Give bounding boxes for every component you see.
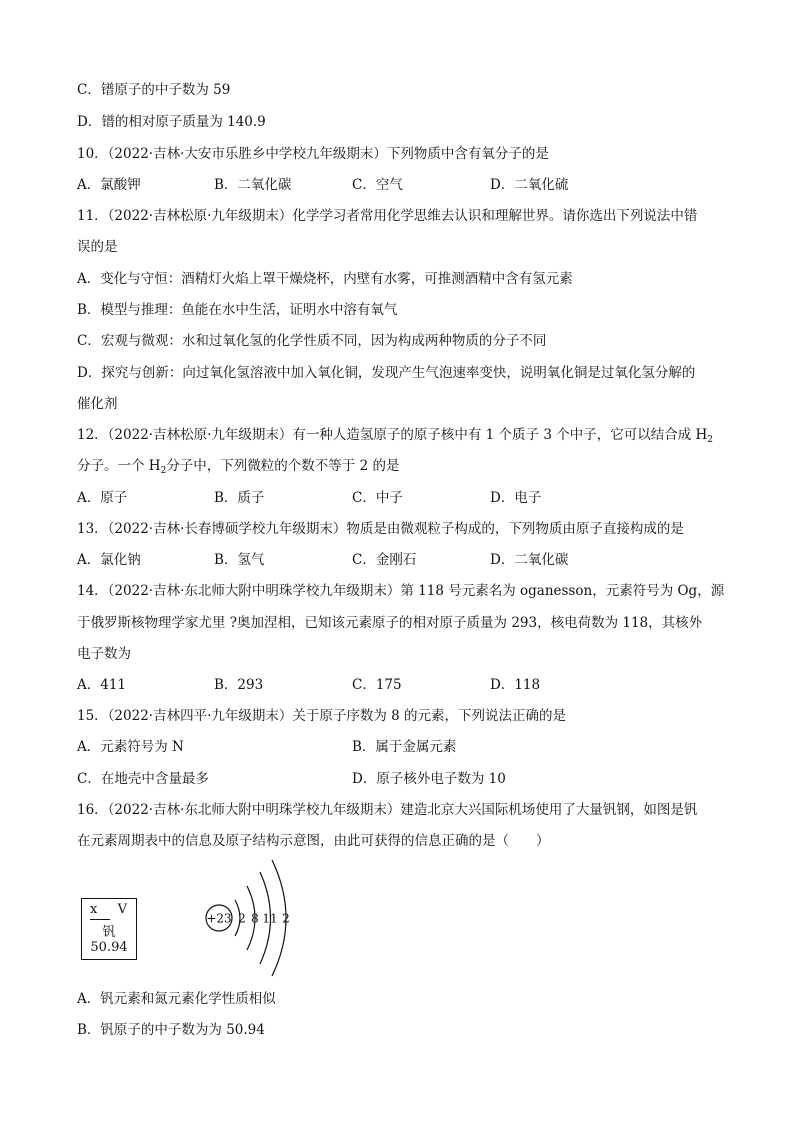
- q10-option-c: C．空气: [352, 177, 403, 193]
- q9-option-d: D．镨的相对原子质量为 140.9: [77, 114, 266, 130]
- q16-option-b: B．钒原子的中子数为为 50.94: [77, 1022, 265, 1038]
- element-symbol: V: [117, 902, 127, 917]
- question-11-line2: 误的是: [77, 239, 118, 255]
- q12-option-a: A．原子: [77, 490, 128, 506]
- q13-option-c: C．金刚石: [352, 552, 417, 568]
- q11-option-c: C．宏观与微观：水和过氧化氢的化学性质不同，因为构成两种物质的分子不同: [77, 333, 547, 349]
- q11-option-d-line1: D．探究与创新：向过氧化氢溶液中加入氧化铜，发现产生气泡速率变快，说明氧化铜是过氧化氢分解的: [77, 365, 696, 381]
- q12-option-b: B．质子: [214, 490, 265, 506]
- q11-option-a: A．变化与守恒：酒精灯火焰上罩干燥烧杯，内壁有水雾，可推测酒精中含有氢元素: [77, 271, 573, 287]
- q14-option-c: C．175: [352, 677, 402, 693]
- q12-line1-text: 12．（2022·吉林松原·九年级期末）有一种人造氢原子的原子核中有 1 个质子 3 个中子，它可以结合成 H: [77, 427, 708, 443]
- shell-3-electrons: 11: [262, 911, 278, 926]
- question-14-line2: 于俄罗斯核物理学家尤里 ?奥加涅相，已知该元素原子的相对原子质量为 293，核电荷数为 118，其核外: [77, 615, 703, 631]
- q10-option-b: B．二氧化碳: [214, 177, 292, 193]
- q13-option-a: A．氯化钠: [77, 552, 141, 568]
- question-14-line3: 电子数为: [77, 646, 131, 662]
- question-11-line1: 11．（2022·吉林松原·九年级期末）化学学习者常用化学思维去认识和理解世界。请你选出下列说法中错: [77, 208, 698, 224]
- periodic-table-cell: [81, 898, 137, 960]
- question-12-line1: [77, 426, 713, 444]
- q11-option-b: B．模型与推理：鱼能在水中生活，证明水中溶有氧气: [77, 302, 398, 318]
- question-16-line1: 16．（2022·吉林·东北师大附中明珠学校九年级期末）建造北京大兴国际机场使用了大量钒钢，如图是钒: [77, 802, 698, 818]
- q15-option-d: D．原子核外电子数为 10: [352, 771, 506, 787]
- q12-line2-text-post: 分子中，下列微粒的个数不等于 2 的是: [166, 458, 400, 474]
- question-12-line2: [77, 457, 399, 475]
- q16-option-a: A．钒元素和氮元素化学性质相似: [77, 991, 276, 1007]
- atomic-mass: 50.94: [90, 940, 128, 955]
- q13-option-d: D．二氧化碳: [490, 552, 569, 568]
- q12-option-c: C．中子: [352, 490, 403, 506]
- q10-option-a: A．氯酸钾: [77, 177, 141, 193]
- atom-structure-diagram: [195, 858, 305, 978]
- question-13: 13．（2022·吉林·长春博硕学校九年级期末）物质是由微观粒子构成的，下列物质由原子直接构成的是: [77, 521, 684, 537]
- question-14-line1: 14．（2022·吉林·东北师大附中明珠学校九年级期末）第 118 号元素名为 oganesson，元素符号为 Og，源: [77, 583, 725, 599]
- shell-1-electrons: 2: [238, 911, 246, 926]
- q15-option-c: C．在地壳中含量最多: [77, 771, 209, 787]
- question-16-line2: 在元素周期表中的信息及原子结构示意图，由此可获得的信息正确的是（ ）: [77, 833, 550, 849]
- q12-option-d: D．电子: [490, 490, 542, 506]
- q13-option-b: B．氢气: [214, 552, 265, 568]
- shell-2-electrons: 8: [251, 911, 259, 926]
- q11-option-d-line2: 催化剂: [77, 396, 118, 412]
- element-name: 钒: [102, 925, 116, 940]
- question-15: 15．（2022·吉林四平·九年级期末）关于原子序数为 8 的元素，下列说法正确的是: [77, 708, 567, 724]
- q12-line1-subscript: 2: [707, 435, 714, 445]
- atomic-number-underline: [90, 919, 110, 920]
- q14-option-b: B．293: [214, 677, 264, 693]
- q12-line2-text-pre: 分子。一个 H: [77, 458, 161, 474]
- q15-option-a: A．元素符号为 N: [77, 739, 184, 755]
- nucleus-charge: +23: [206, 911, 232, 926]
- q12-line2-subscript: 2: [160, 466, 167, 476]
- q9-option-c: C．镨原子的中子数为 59: [77, 82, 231, 98]
- atomic-number: x: [90, 902, 98, 917]
- q14-option-d: D．118: [490, 677, 541, 693]
- shell-4-electrons: 2: [282, 911, 290, 926]
- q14-option-a: A．411: [77, 677, 127, 693]
- question-10: 10．（2022·吉林·大安市乐胜乡中学校九年级期末）下列物质中含有氧分子的是: [77, 146, 549, 162]
- q15-option-b: B．属于金属元素: [352, 739, 457, 755]
- q10-option-d: D．二氧化硫: [490, 177, 569, 193]
